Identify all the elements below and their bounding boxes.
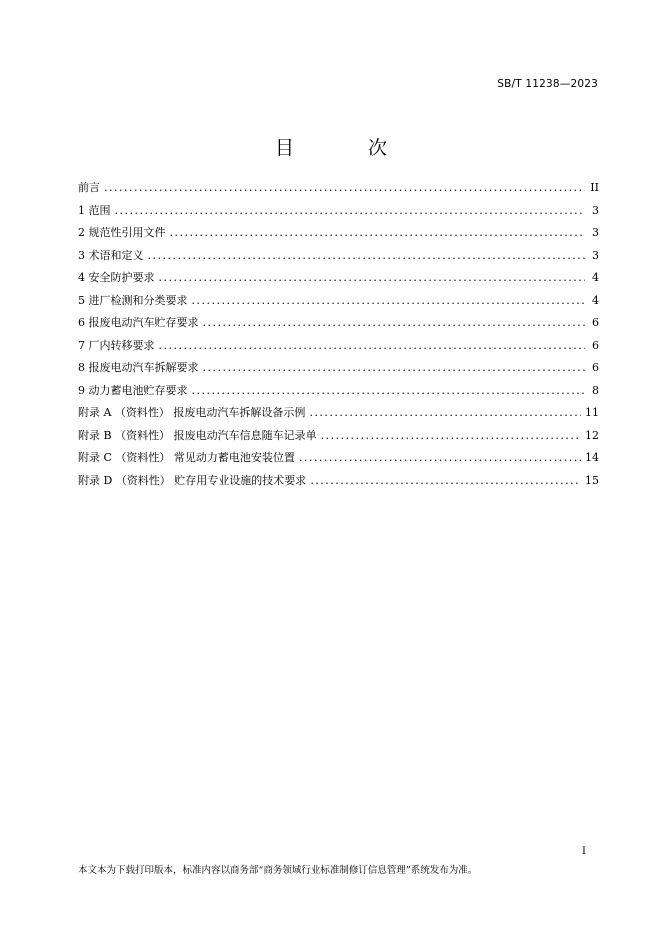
toc-entry-3[interactable] <box>78 248 599 271</box>
toc-entry-label: 6 报废电动汽车贮存要求 <box>78 316 199 329</box>
toc-entry-label: 附录 A （资料性） 报废电动汽车拆解设备示例 <box>78 406 306 419</box>
toc-leader-dots <box>321 428 581 444</box>
toc-entry-appendix-b[interactable] <box>78 428 599 451</box>
toc-entry-page: 3 <box>592 226 599 239</box>
toc-entry-page: II <box>590 181 599 194</box>
toc-entry-page: 8 <box>592 383 599 397</box>
toc-entry-label: 5 进厂检测和分类要求 <box>78 293 188 307</box>
toc-title: 目 次 <box>274 137 422 159</box>
toc-entry-page: 4 <box>592 293 599 307</box>
toc-entry-label: 附录 D （资料性） 贮存用专业设施的技术要求 <box>78 473 307 487</box>
toc-entry-appendix-a[interactable] <box>78 405 599 428</box>
toc-leader-dots <box>192 383 586 399</box>
toc-entry-label: 8 报废电动汽车拆解要求 <box>78 361 199 374</box>
toc-leader-dots <box>148 248 586 264</box>
toc-leader-dots <box>299 450 581 466</box>
toc-entry-page: 15 <box>585 473 599 487</box>
toc-entry-6[interactable] <box>78 315 599 338</box>
toc-entry-1[interactable] <box>78 203 599 226</box>
toc-entry-page: 3 <box>592 248 599 262</box>
toc-leader-dots <box>159 270 586 286</box>
toc-leader-dots <box>104 180 585 196</box>
footer-note: 本文本为下载打印版本，标准内容以商务部“商务领域行业标准制修订信息管理”系统发布为准。 <box>78 865 478 876</box>
toc-leader-dots <box>170 225 586 241</box>
toc-entry-label: 2 规范性引用文件 <box>78 226 166 239</box>
standard-code: SB/T 11238—2023 <box>497 78 598 90</box>
toc-entry-foreword[interactable] <box>78 180 599 203</box>
toc-entry-appendix-d[interactable] <box>78 473 599 496</box>
toc-entry-label: 1 范围 <box>78 203 111 217</box>
toc-entry-label: 9 动力蓄电池贮存要求 <box>78 383 188 397</box>
toc-entry-page: 6 <box>592 361 599 374</box>
toc-entry-page: 11 <box>585 406 599 419</box>
toc-leader-dots <box>203 315 586 331</box>
toc-entry-label: 3 术语和定义 <box>78 248 144 262</box>
toc-entry-label: 附录 B （资料性） 报废电动汽车信息随车记录单 <box>78 428 317 442</box>
toc-entry-page: 14 <box>585 451 599 464</box>
toc-leader-dots <box>192 293 586 309</box>
toc-entry-page: 12 <box>585 428 599 442</box>
toc-leader-dots <box>203 360 586 376</box>
toc-entry-page: 6 <box>592 338 599 352</box>
toc-entry-2[interactable] <box>78 225 599 248</box>
page-number: I <box>582 846 586 857</box>
toc-entry-page: 4 <box>592 271 599 284</box>
toc-entry-page: 6 <box>592 316 599 329</box>
toc-leader-dots <box>115 203 586 219</box>
toc-entry-label: 7 厂内转移要求 <box>78 338 155 352</box>
toc-entry-8[interactable] <box>78 360 599 383</box>
toc-leader-dots <box>309 405 581 421</box>
toc-leader-dots <box>310 473 581 489</box>
toc-entry-9[interactable] <box>78 383 599 406</box>
toc-entry-page: 3 <box>592 203 599 217</box>
toc-entry-5[interactable] <box>78 293 599 316</box>
toc-entry-4[interactable] <box>78 270 599 293</box>
toc-entry-label: 4 安全防护要求 <box>78 271 155 284</box>
table-of-contents <box>78 180 599 495</box>
toc-entry-label: 前言 <box>78 181 100 194</box>
toc-entry-appendix-c[interactable] <box>78 450 599 473</box>
toc-entry-label: 附录 C （资料性） 常见动力蓄电池安装位置 <box>78 451 295 464</box>
toc-entry-7[interactable] <box>78 338 599 361</box>
toc-leader-dots <box>159 338 586 354</box>
